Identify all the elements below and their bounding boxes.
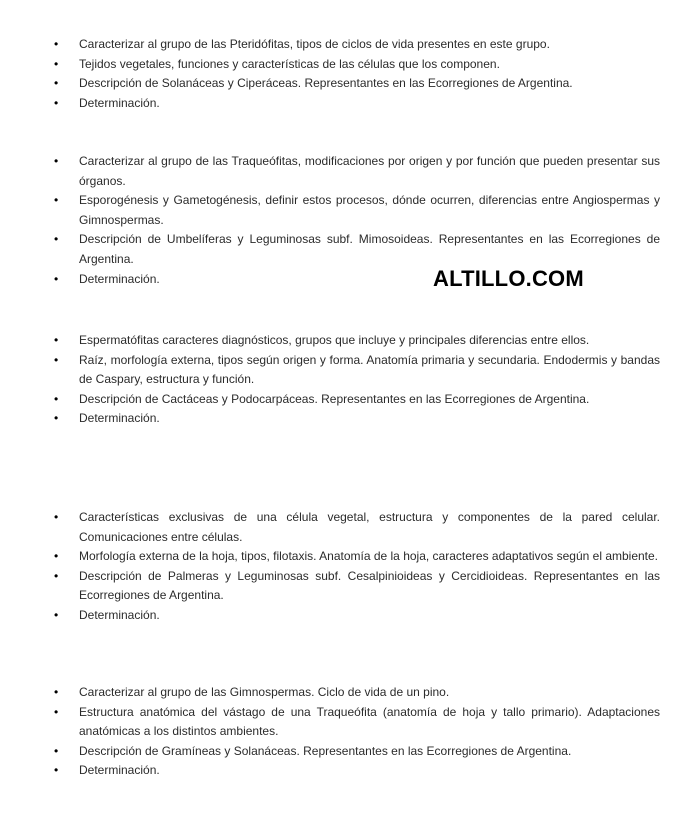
list-item (0, 567, 660, 606)
list-item (0, 191, 660, 230)
list-item (0, 703, 660, 742)
watermark: ALTILLO.COM (433, 266, 584, 291)
list-item (0, 547, 660, 567)
bullet-icon: • (54, 37, 59, 51)
list-item (0, 761, 660, 781)
bullet-icon: • (54, 763, 59, 778)
list-item (0, 351, 660, 390)
list-item-text: Caracterizar al grupo de las Traqueófitas, modificaciones por origen y por función que pueden presentar sus órganos. (79, 154, 660, 188)
list-item-text: Características exclusivas de una célula vegetal, estructura y componentes de la pared celular. Comunicaciones entre células. (79, 510, 660, 544)
bullet-icon: • (54, 510, 59, 524)
bullet-icon: • (54, 568, 59, 583)
bullet-icon: • (54, 352, 59, 367)
list-item (0, 683, 660, 703)
bullet-icon: • (54, 607, 59, 622)
topic-list-2 (0, 152, 700, 289)
list-item-text: Descripción de Cactáceas y Podocarpáceas. Representantes en las Ecorregiones de Argentina. (79, 391, 590, 406)
topic-list-4 (0, 508, 700, 626)
list-item (0, 230, 660, 269)
list-item-text: Esporogénesis y Gametogénesis, definir estos procesos, dónde ocurren, diferencias entre Angiospermas y Gimnospermas. (79, 193, 660, 227)
list-item (0, 742, 660, 762)
bullet-icon: • (54, 232, 59, 247)
bullet-icon: • (54, 685, 59, 699)
bullet-icon: • (54, 76, 59, 91)
list-item-text: Estructura anatómica del vástago de una Traqueófita (anatomía de hoja y tallo primario). Adaptaciones anatómicas a los distintos ambientes. (79, 704, 660, 739)
list-item-text: Espermatófitas caracteres diagnósticos, grupos que incluye y principales diferencias entre ellos. (79, 333, 590, 347)
list-item-text: Raíz, morfología externa, tipos según origen y forma. Anatomía primaria y secundaria. Endodermis y bandas de Caspary, estructura y función. (79, 352, 660, 387)
list-item-text: Descripción de Gramíneas y Solanáceas. Representantes en las Ecorregiones de Argentina. (79, 743, 572, 758)
bullet-icon: • (54, 154, 59, 168)
bullet-icon: • (54, 391, 59, 406)
list-item-text: Determinación. (79, 271, 160, 286)
bullet-icon: • (54, 271, 59, 286)
list-item-text: Tejidos vegetales, funciones y características de las células que los componen. (79, 56, 500, 71)
bullet-icon: • (54, 193, 59, 208)
list-item (0, 35, 660, 55)
list-item (0, 606, 660, 626)
topic-list-1 (0, 35, 700, 113)
list-item-text: Determinación. (79, 411, 160, 426)
bullet-icon: • (54, 549, 59, 564)
list-item-text: Descripción de Solanáceas y Ciperáceas. Representantes en las Ecorregiones de Argentina. (79, 76, 573, 91)
list-item-text: Descripción de Palmeras y Leguminosas subf. Cesalpinioideas y Cercidioideas. Representantes en las Ecorregiones de Argentina. (79, 568, 660, 603)
list-item-text: Determinación. (79, 607, 160, 622)
bullet-icon: • (54, 56, 59, 71)
list-item-text: Determinación. (79, 763, 160, 778)
bullet-icon: • (54, 411, 59, 426)
list-item (0, 152, 660, 191)
list-item (0, 390, 660, 410)
bullet-icon: • (54, 95, 59, 110)
topic-list-5 (0, 683, 700, 781)
topic-list-3 (0, 331, 700, 429)
list-item (0, 409, 660, 429)
list-item (0, 508, 660, 547)
list-item-text: Caracterizar al grupo de las Gimnospermas. Ciclo de vida de un pino. (79, 685, 450, 699)
list-item (0, 74, 660, 94)
list-item-text: Morfología externa de la hoja, tipos, filotaxis. Anatomía de la hoja, caracteres adaptativos según el ambiente. (79, 549, 659, 564)
list-item (0, 94, 660, 114)
list-item (0, 55, 660, 75)
list-item (0, 331, 660, 351)
bullet-icon: • (54, 333, 59, 347)
bullet-icon: • (54, 704, 59, 719)
list-item-text: Determinación. (79, 95, 160, 110)
list-item-text: Caracterizar al grupo de las Pteridófitas, tipos de ciclos de vida presentes en este grupo. (79, 37, 550, 51)
bullet-icon: • (54, 743, 59, 758)
list-item-text: Descripción de Umbelíferas y Leguminosas subf. Mimosoideas. Representantes en las Ecorregiones de Argentina. (79, 232, 660, 266)
